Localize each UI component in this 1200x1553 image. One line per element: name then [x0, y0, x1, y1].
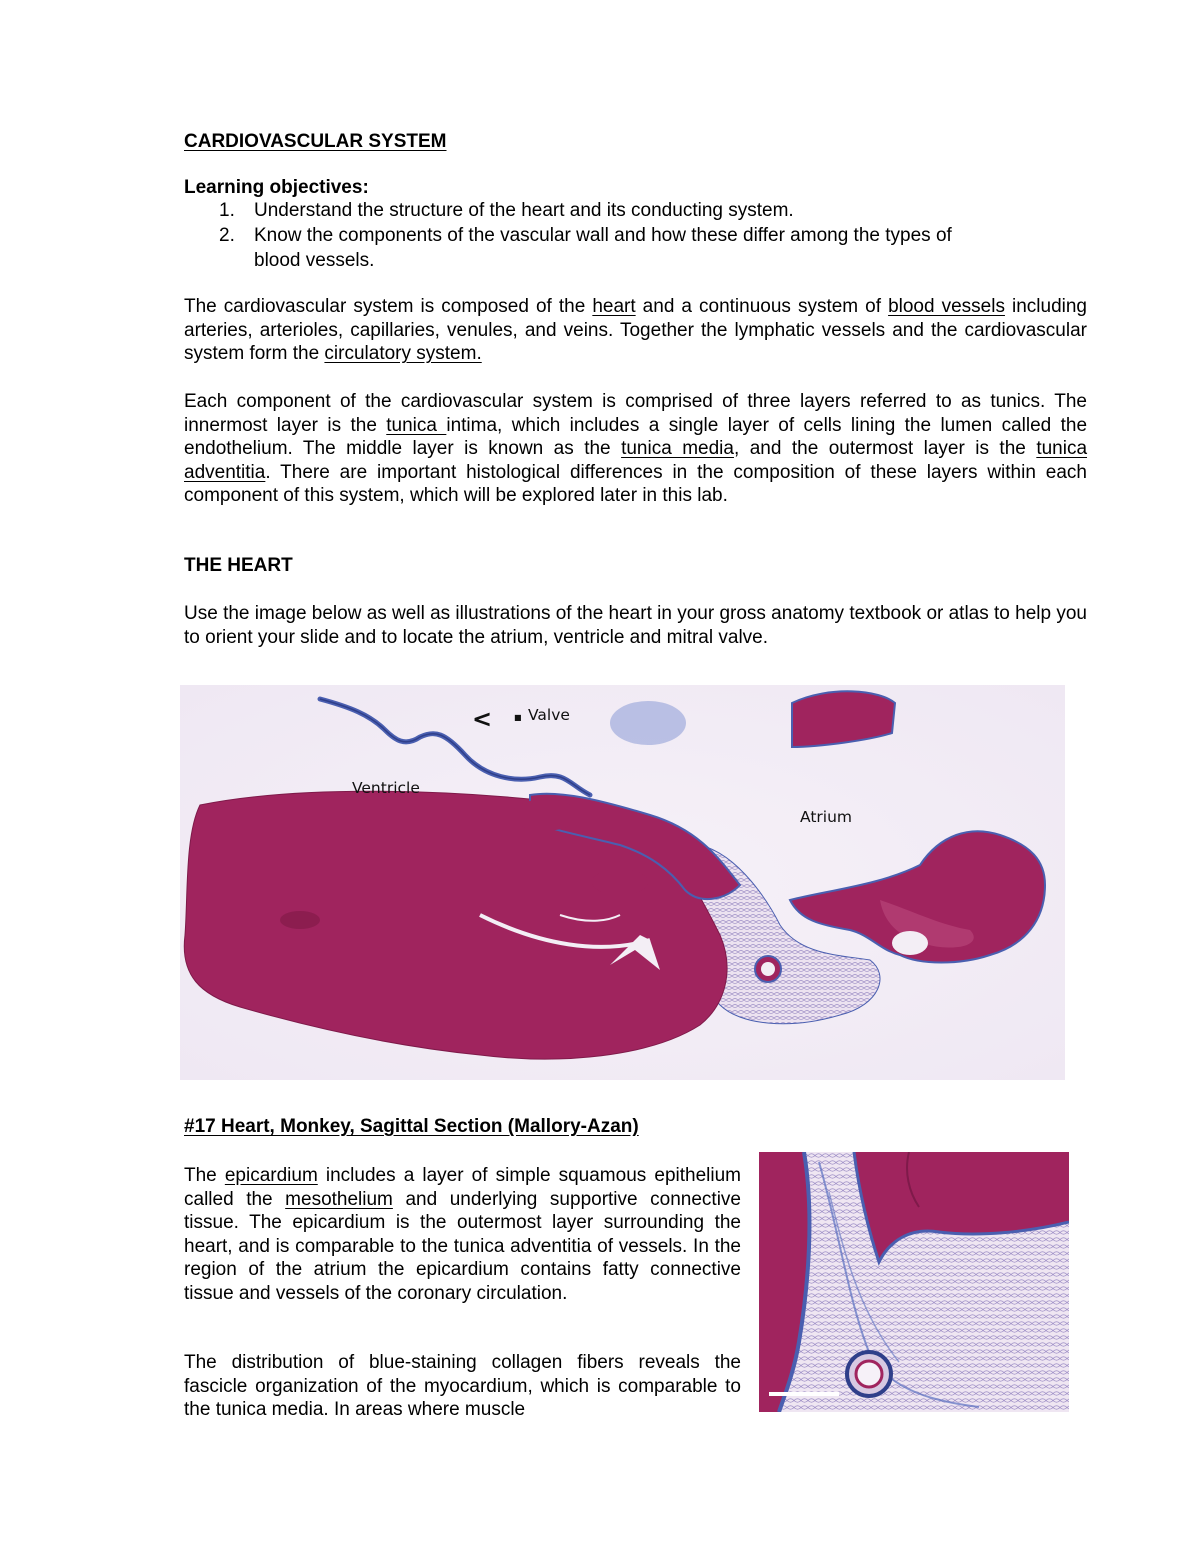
term-blood-vessels: blood vessels — [888, 296, 1005, 317]
label-valve: Valve — [528, 706, 570, 724]
valve-arrow-icon: < — [472, 705, 493, 733]
collagen-paragraph: The distribution of blue-staining collagen fibers reveals the fascicle organization of the myocardium, which is comparable to the tunica media. In areas where muscle — [184, 1352, 741, 1420]
objective-text: Understand the structure of the heart and its conducting system. — [254, 200, 794, 221]
page-title: CARDIOVASCULAR SYSTEM — [184, 131, 447, 152]
term-heart: heart — [592, 296, 636, 317]
label-ventricle: Ventricle — [352, 779, 420, 797]
slide-heading: #17 Heart, Monkey, Sagittal Section (Mallory-Azan) — [184, 1116, 639, 1137]
term-epicardium: epicardium — [224, 1165, 318, 1186]
heart-section-figure — [180, 685, 1065, 1080]
epicardium-micrograph — [759, 1152, 1069, 1412]
term-tunica-intima: tunica — [386, 414, 447, 436]
objective-text: blood vessels. — [254, 250, 375, 271]
orientation-paragraph: Use the image below as well as illustrations of the heart in your gross anatomy textbook or atlas to help you to orient your slide and to locate the atrium, ventricle and mitral valve. — [184, 603, 1087, 648]
tunics-paragraph: Each component of the cardiovascular system is comprised of three layers referred to as tunics. The innermost layer is the tunica intima, which includes a single layer of cells lining the lumen called the endothelium. The middle layer is known as the tunica media, and the outermost layer is the tunica adventitia. There are important histological differences in the composition of these layers within each component of this system, which will be explored later in this lab. — [184, 391, 1088, 506]
term-tunica-media: tunica media — [621, 438, 734, 459]
objectives-heading: Learning objectives: — [184, 177, 369, 198]
heart-heading: THE HEART — [184, 555, 293, 576]
term-tunica-adventitia: tunica adventitia — [184, 438, 1088, 483]
epicardium-paragraph: The epicardium includes a layer of simple squamous epithelium called the mesothelium and underlying supportive connective tissue. The epicardium is the outermost layer surrounding the heart, and is comparable to the tunica adventitia of vessels. In the region of the atrium the epicardium contains fatty connective tissue and vessels of the coronary circulation. — [184, 1165, 741, 1304]
valve-marker: ■ — [514, 713, 522, 722]
objective-number: 2. — [219, 225, 235, 246]
objective-text: Know the components of the vascular wall and how these differ among the types of — [254, 225, 952, 246]
intro-paragraph: The cardiovascular system is composed of the heart and a continuous system of blood vessels including arteries, arterioles, capillaries, venules, and veins. Together the lymphatic vessels and the cardiovascular system form the circulatory system. — [184, 296, 1087, 364]
objective-number: 1. — [219, 200, 235, 221]
heart-section-image — [180, 685, 1065, 1080]
objectives-list — [184, 199, 1094, 274]
term-mesothelium: mesothelium — [285, 1188, 393, 1210]
term-circulatory-system: circulatory system. — [324, 343, 482, 364]
micrograph-image — [759, 1152, 1069, 1412]
label-atrium: Atrium — [800, 808, 853, 826]
